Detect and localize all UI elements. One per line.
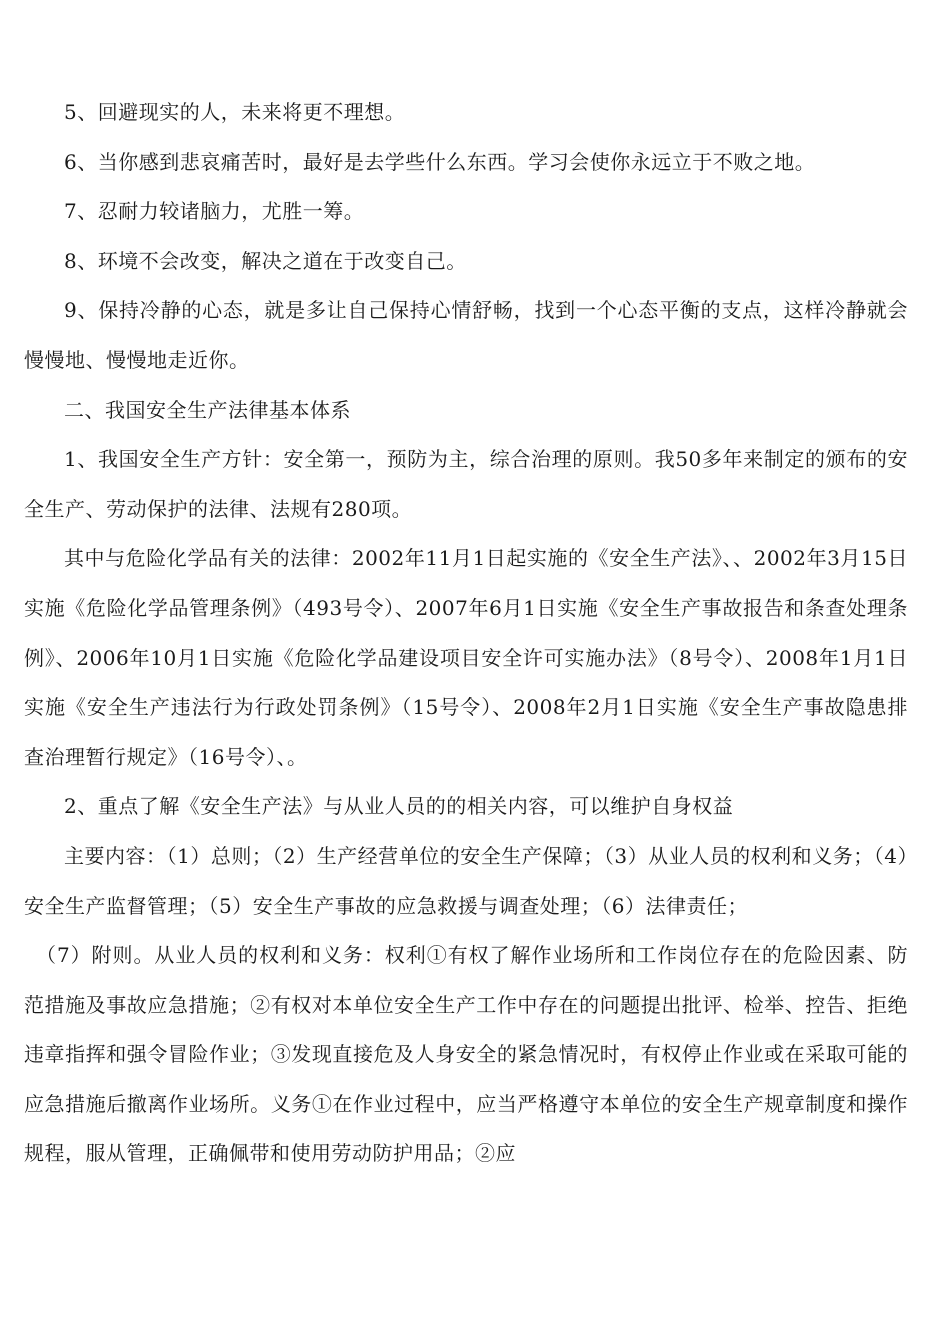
paragraph-item-6: 6、当你感到悲哀痛苦时，最好是去学些什么东西。学习会使你永远立于不败之地。 xyxy=(64,149,816,174)
document-body xyxy=(24,88,908,1179)
paragraph-item-9: 9、保持冷静的心态，就是多让自己保持心情舒畅，找到一个心态平衡的支点，这样冷静就会慢慢地、慢慢地走近你。 xyxy=(24,298,908,372)
paragraph-item-8: 8、环境不会改变，解决之道在于改变自己。 xyxy=(64,248,467,273)
paragraph-main-content: 主要内容：（1）总则；（2）生产经营单位的安全生产保障；（3）从业人员的权利和义务；（4）安全生产监督管理；（5）安全生产事故的应急救援与调查处理；（6）法律责任； xyxy=(24,843,908,918)
paragraph-key-points: 2、重点了解《安全生产法》与从业人员的的相关内容，可以维护自身权益 xyxy=(64,794,734,819)
paragraph-related-laws: 其中与危险化学品有关的法律：2002年11月1日起实施的《安全生产法》、、2002年3月15日实施《危险化学品管理条例》（493号令）、2007年6月1日实施《安全生产事故报告和条查处理条例》、2006年10月1日实施《危险化学品建设项目安全许可实施办法》（8号令）、2008年1月1日实施《安全生产违法行为行政处罚条例》（15号令）、2008年2月1日实施《安全生产事故隐患排查治理暂行规定》（16号令）、。 xyxy=(24,546,908,769)
section-heading: 二、我国安全生产法律基本体系 xyxy=(64,397,351,422)
paragraph-item-7: 7、忍耐力较诸脑力，尤胜一筹。 xyxy=(64,199,365,224)
paragraph-safety-policy: 1、我国安全生产方针：安全第一，预防为主，综合治理的原则。我50多年来制定的颁布的安全生产、劳动保护的法律、法规有280项。 xyxy=(24,447,908,521)
paragraph-rights-duties: （7）附则。从业人员的权利和义务：权利①有权了解作业场所和工作岗位存在的危险因素、防范措施及事故应急措施；②有权对本单位安全生产工作中存在的问题提出批评、检举、控告、拒绝违章指挥和强令冒险作业；③发现直接危及人身安全的紧急情况时，有权停止作业或在采取可能的应急措施后撤离作业场所。义务①在作业过程中，应当严格遵守本单位的安全生产规章制度和操作规程，服从管理，正确佩带和使用劳动防护用品；②应 xyxy=(24,943,908,1166)
paragraph-item-5: 5、回避现实的人，未来将更不理想。 xyxy=(64,100,406,124)
